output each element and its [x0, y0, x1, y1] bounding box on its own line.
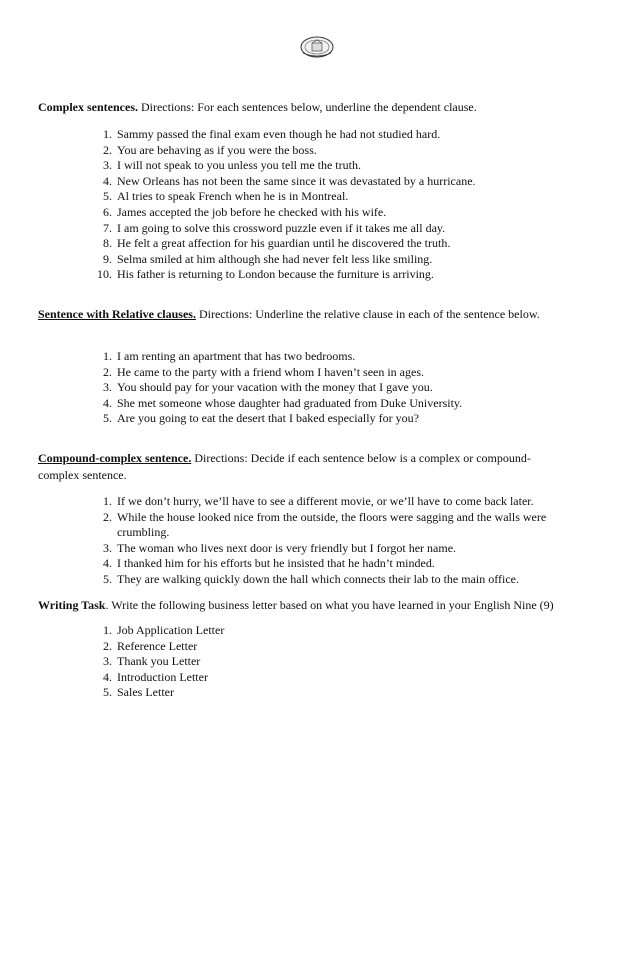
list-item: 5. Al tries to speak French when he is in Montreal.	[103, 189, 349, 204]
list-item: 1. If we don’t hurry, we’ll have to see a different movie, or we’ll have to come back later.	[103, 494, 534, 508]
list-item: 9. Selma smiled at him although she had never felt less like smiling.	[103, 251, 433, 266]
list-item: 1. Sammy passed the final exam even though he had not studied hard.	[103, 127, 441, 141]
complex-sentences-list	[90, 127, 570, 283]
list-item: 1. I am renting an apartment that has two bedrooms.	[103, 349, 356, 363]
section-heading: Compound-complex sentence.	[38, 451, 192, 465]
section-heading: Sentence with Relative clauses.	[38, 307, 196, 321]
section-complex-sentences-heading	[38, 99, 578, 116]
section-directions: Directions: Underline the relative clause in each of the sentence below.	[198, 307, 540, 321]
list-item: 3. I will not speak to you unless you tell me the truth.	[103, 158, 361, 173]
list-item: 4. Introduction Letter	[103, 669, 208, 684]
relative-clauses-list	[90, 349, 570, 427]
list-item: 4. New Orleans has not been the same since it was devastated by a hurricane.	[103, 173, 476, 188]
list-item: 5. Sales Letter	[103, 685, 174, 700]
section-directions: Directions: Decide if each sentence below is a complex or compound-complex sentence.	[38, 451, 531, 482]
section-compound-complex-heading	[38, 450, 568, 484]
list-item: 1. Job Application Letter	[103, 623, 225, 637]
list-item: 4. I thanked him for his efforts but he insisted that he hadn’t minded.	[103, 556, 435, 571]
compound-complex-list	[90, 494, 570, 588]
list-item: 2. Reference Letter	[103, 638, 198, 653]
section-relative-clauses-heading	[38, 306, 578, 323]
section-heading: Writing Task	[38, 598, 106, 612]
section-directions: . Write the following business letter based on what you have learned in your English Nine (9)	[105, 598, 554, 612]
section-writing-task-heading	[38, 597, 598, 614]
list-item: 3. You should pay for your vacation with the money that I gave you.	[103, 380, 433, 395]
list-item: 10. His father is returning to London because the furniture is arriving.	[97, 267, 434, 282]
list-item: 5. They are walking quickly down the hall which connects their lab to the main office.	[103, 571, 519, 586]
list-item: 8. He felt a great affection for his guardian until he discovered the truth.	[103, 236, 451, 251]
list-item: 7. I am going to solve this crossword puzzle even if it takes me all day.	[103, 220, 446, 235]
list-item: 4. She met someone whose daughter had graduated from Duke University.	[103, 395, 463, 410]
list-item: 3. Thank you Letter	[103, 654, 201, 669]
list-item: 2. You are behaving as if you were the boss.	[103, 142, 317, 157]
writing-task-list	[90, 623, 570, 701]
list-item: 2. He came to the party with a friend whom I haven’t seen in ages.	[103, 364, 425, 379]
school-seal-logo	[299, 35, 335, 59]
section-heading: Complex sentences.	[38, 100, 138, 114]
list-item: 2. While the house looked nice from the outside, the floors were sagging and the walls were crumbling.	[103, 509, 547, 540]
section-directions: Directions: For each sentences below, underline the dependent clause.	[140, 100, 477, 114]
list-item: 3. The woman who lives next door is very friendly but I forgot her name.	[103, 540, 457, 555]
list-item: 6. James accepted the job before he checked with his wife.	[103, 204, 387, 219]
list-item: 5. Are you going to eat the desert that I baked especially for you?	[103, 411, 419, 426]
